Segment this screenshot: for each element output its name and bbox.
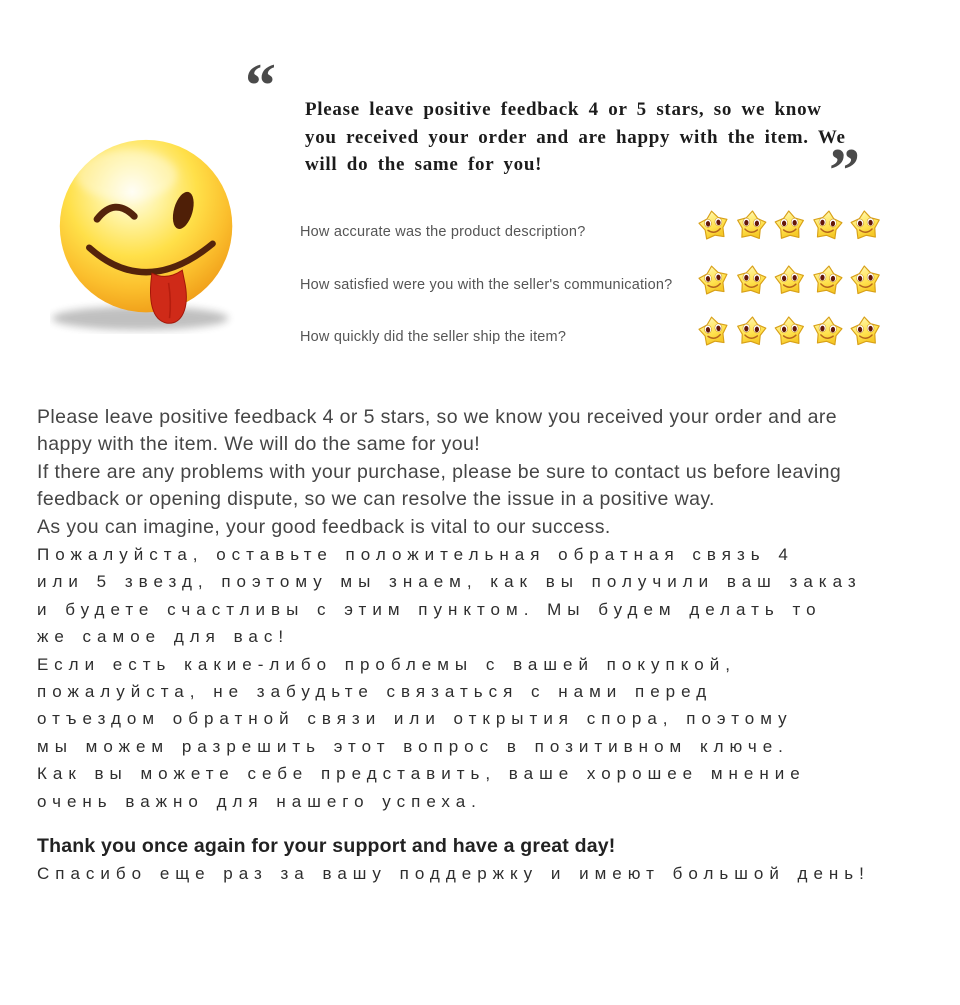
star-rating-row	[697, 262, 892, 300]
open-quote-mark: “	[245, 52, 276, 120]
body-text	[37, 404, 952, 815]
smiley-star-icon	[847, 312, 883, 351]
smiley-star-icon	[809, 205, 846, 244]
winking-smiley-icon	[50, 126, 246, 334]
smiley-star-icon	[809, 260, 846, 299]
close-quote-mark: ”	[829, 137, 860, 205]
closing-block	[37, 832, 960, 888]
survey-question-communication: How satisfied were you with the seller's communication?	[300, 277, 673, 293]
body-ru-line: же самое для вас!	[37, 627, 290, 647]
body-ru-line: и будете счастливы с этим пунктом. Мы будем делать то	[37, 599, 822, 619]
smiley-star-icon	[734, 261, 769, 299]
feedback-request-quote	[305, 96, 905, 179]
body-ru-line: Пожалуйста, оставьте положительная обратная связь 4	[37, 545, 794, 565]
body-en-line: feedback or opening dispute, so we can resolve the issue in a positive way.	[37, 488, 715, 511]
survey-question-accuracy: How accurate was the product description?	[300, 224, 586, 240]
star-rating-row	[697, 207, 892, 245]
body-ru-line: Если есть какие-либо проблемы с вашей покупкой,	[37, 654, 736, 674]
smiley-star-icon	[772, 206, 807, 244]
smiley-star-icon	[695, 260, 733, 300]
star-rating-row	[697, 313, 892, 351]
smiley-star-icon	[734, 312, 769, 350]
smiley-star-icon	[847, 206, 883, 245]
body-ru-line: пожалуйста, не забудьте связаться с нами перед	[37, 682, 713, 702]
smiley-star-icon	[695, 205, 733, 245]
body-ru-line: отъездом обратной связи или открытия спора, поэтому	[37, 709, 793, 729]
smiley-star-icon	[734, 206, 769, 244]
quote-line: Please leave positive feedback 4 or 5 stars, so we know	[305, 99, 822, 120]
body-en-line: Please leave positive feedback 4 or 5 stars, so we know you received your order and are	[37, 406, 838, 428]
smiley-star-icon	[847, 261, 883, 300]
body-ru-line: или 5 звезд, поэтому мы знаем, как вы получили ваш заказ	[37, 572, 862, 592]
quote-line: you received your order and are happy with the item. We	[305, 126, 846, 148]
smiley-star-icon	[695, 311, 733, 351]
body-en-line: If there are any problems with your purchase, please be sure to contact us before leaving	[37, 460, 842, 483]
closing-thank-you-en: Thank you once again for your support and have a great day!	[37, 835, 616, 857]
smiley-star-icon	[772, 312, 807, 350]
quote-line: will do the same for you!	[305, 154, 543, 175]
closing-thank-you-ru: Спасибо еще раз за вашу поддержку и имеют большой день!	[37, 864, 870, 883]
body-ru-line: Как вы можете себе представить, ваше хорошее мнение	[37, 764, 806, 784]
body-en-line: As you can imagine, your good feedback is vital to our success.	[37, 515, 611, 538]
body-ru-line: очень важно для нашего успеха.	[37, 791, 482, 811]
smiley-star-icon	[772, 261, 807, 299]
body-en-line: happy with the item. We will do the same for you!	[37, 433, 481, 456]
smiley-star-icon	[809, 311, 846, 350]
survey-question-shipping: How quickly did the seller ship the item?	[300, 329, 567, 345]
body-ru-line: мы можем разрешить этот вопрос в позитивном ключе.	[37, 736, 789, 756]
